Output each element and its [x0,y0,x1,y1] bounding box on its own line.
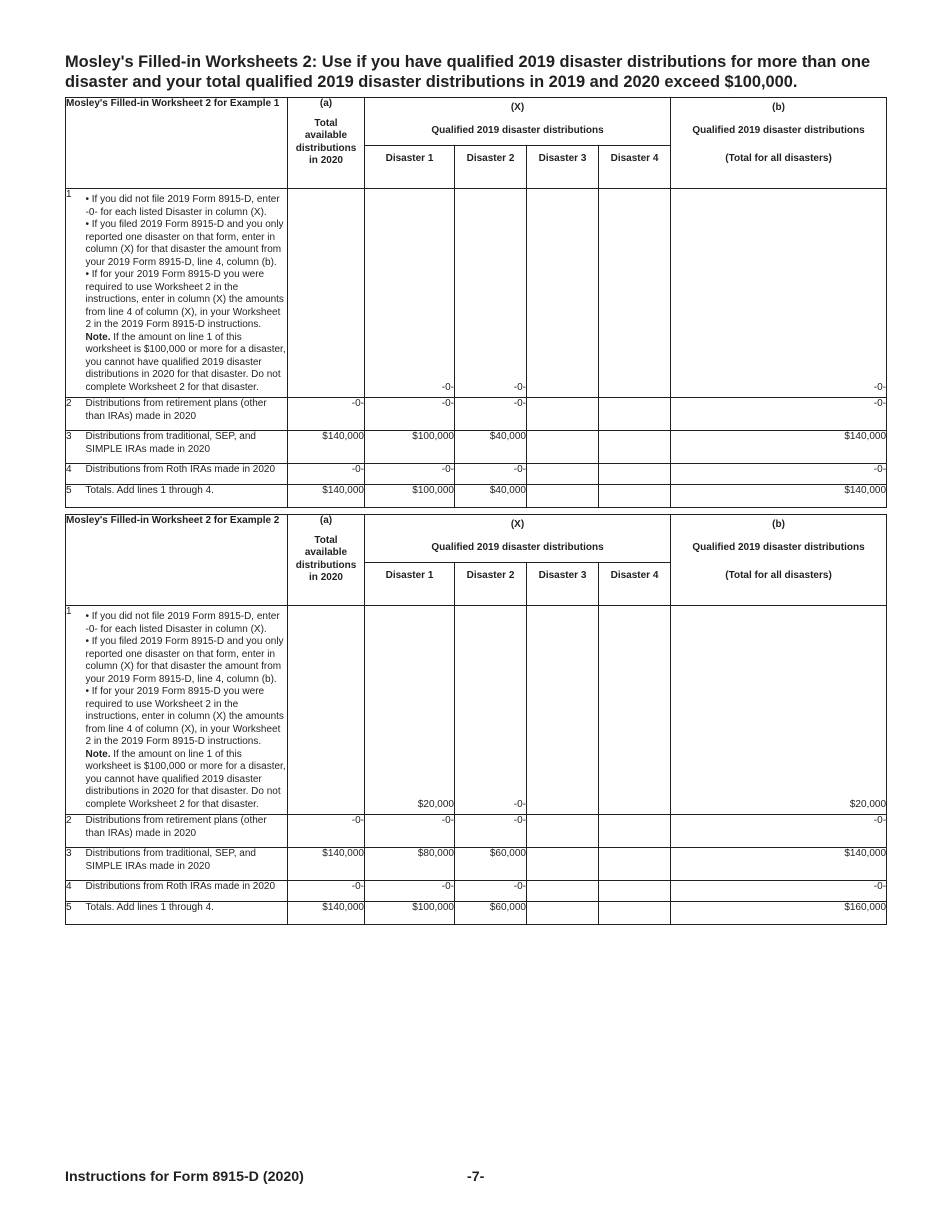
cell-total-available: -0- [288,464,365,485]
cell-total-all-disasters: -0- [671,881,887,902]
line-1-bullet: • If for your 2019 Form 8915-D you were required to use Worksheet 2 in the instructions, enter in column (X) the amounts from line 4 of column (X), in your Worksheet 2 in the 2019 Form 8915-D instructions. [85,269,284,330]
cell-disaster-3 [527,881,599,902]
cell-total-all-disasters: $140,000 [671,485,887,508]
line-number: 2 [66,398,86,431]
cell-total-all-disasters: $160,000 [671,902,887,925]
table-row [66,606,887,815]
column-b-letter: (b) [671,515,887,540]
line-label: Distributions from Roth IRAs made in 2020 [86,881,288,902]
column-a-letter: (a) [319,515,333,526]
line-1-bullet: • If you did not file 2019 Form 8915-D, enter -0- for each listed Disaster in column (X). [85,194,280,218]
cell-disaster-3 [527,431,599,464]
cell-disaster-1: -0- [365,464,455,485]
cell-total-available [288,606,365,815]
cell-disaster-4 [599,485,671,508]
cell-disaster-3 [527,815,599,848]
line-label: Distributions from retirement plans (other than IRAs) made in 2020 [86,815,288,848]
cell-total-available: $140,000 [288,848,365,881]
cell-total-available [288,189,365,398]
cell-disaster-2: -0- [455,606,527,815]
line-1-instructions [86,189,288,398]
column-a-label-line1: Total [314,117,338,129]
cell-disaster-2: $40,000 [455,431,527,464]
cell-total-available: $140,000 [288,485,365,508]
line-1-bullet: • If you filed 2019 Form 8915-D and you only reported one disaster on that form, enter in column (X) for that disaster the amount from your 2019 Form 8915-D, line 4, column (b). [85,636,284,685]
cell-total-all-disasters: -0- [671,464,887,485]
cell-disaster-2: $40,000 [455,485,527,508]
cell-total-available: $140,000 [288,902,365,925]
line-number: 2 [66,815,86,848]
cell-disaster-4 [599,398,671,431]
cell-disaster-3 [527,398,599,431]
note-label: Note. [85,748,111,760]
cell-disaster-1: -0- [365,881,455,902]
disaster-4-header: Disaster 4 [599,146,671,189]
column-a-header [288,98,365,189]
cell-disaster-2: -0- [455,815,527,848]
line-number: 1 [66,606,86,815]
column-b-title: Qualified 2019 disaster distributions [671,122,887,146]
cell-disaster-3 [527,464,599,485]
cell-disaster-2: -0- [455,881,527,902]
cell-disaster-3 [527,848,599,881]
table-row [66,464,887,485]
column-a-label-line4: in 2020 [309,155,343,166]
cell-disaster-1: -0- [365,189,455,398]
column-x-letter: (X) [365,515,671,540]
note-label: Note. [85,331,111,343]
table-row [66,902,887,925]
column-b-subtitle: (Total for all disasters) [671,563,887,606]
disaster-1-header: Disaster 1 [365,146,455,189]
note-text: If the amount on line 1 of this worksheet is $100,000 or more for a disaster, you cannot have qualified 2019 disaster distributions in 2020 for that disaster. Do not complete Worksheet 2 for that disaster. [85,331,286,393]
cell-disaster-1: $100,000 [365,902,455,925]
column-a-label-line2: available [304,130,348,141]
disaster-1-header: Disaster 1 [365,563,455,606]
worksheet-table-example-1 [65,97,887,508]
line-1-bullet: • If you did not file 2019 Form 8915-D, enter -0- for each listed Disaster in column (X). [85,611,280,635]
cell-total-all-disasters: -0- [671,189,887,398]
column-b-letter: (b) [671,98,887,123]
worksheet-name: Mosley's Filled-in Worksheet 2 for Example 1 [66,98,288,189]
disaster-3-header: Disaster 3 [527,146,599,189]
cell-total-all-disasters: -0- [671,398,887,431]
page-title: Mosley's Filled-in Worksheets 2: Use if you have qualified 2019 disaster distributions for more than one disaster and your total qualified 2019 disaster distributions in 2019 and 2020 exceed $100,000. [65,53,871,91]
cell-total-available: -0- [288,815,365,848]
cell-disaster-3 [527,902,599,925]
column-x-title: Qualified 2019 disaster distributions [365,539,671,563]
disaster-2-header: Disaster 2 [455,146,527,189]
line-label: Totals. Add lines 1 through 4. [86,902,288,925]
cell-disaster-3 [527,189,599,398]
line-1-note [86,749,288,812]
cell-disaster-1: -0- [365,398,455,431]
cell-disaster-4 [599,902,671,925]
footer-form-title: Instructions for Form 8915-D (2020) [65,1169,304,1185]
column-a-header [288,515,365,606]
cell-disaster-2: -0- [455,189,527,398]
cell-disaster-2: $60,000 [455,902,527,925]
cell-disaster-1: $100,000 [365,431,455,464]
page-number: -7- [467,1169,485,1185]
note-text: If the amount on line 1 of this worksheet is $100,000 or more for a disaster, you cannot have qualified 2019 disaster distributions in 2020 for that disaster. Do not complete Worksheet 2 for that disaster. [85,748,286,810]
cell-disaster-1: $20,000 [365,606,455,815]
cell-disaster-1: -0- [365,815,455,848]
table-row [66,431,887,464]
cell-disaster-2: $60,000 [455,848,527,881]
line-label: Distributions from traditional, SEP, and SIMPLE IRAs made in 2020 [86,848,288,881]
line-label: Distributions from Roth IRAs made in 2020 [86,464,288,485]
column-a-letter: (a) [319,98,333,109]
line-number: 3 [66,431,86,464]
table-row [66,848,887,881]
cell-disaster-1: $100,000 [365,485,455,508]
column-a-label-line3: distributions [295,142,357,154]
column-x-letter: (X) [365,98,671,123]
cell-disaster-4 [599,464,671,485]
cell-disaster-2: -0- [455,464,527,485]
line-1-instructions [86,606,288,815]
cell-total-all-disasters: $140,000 [671,848,887,881]
cell-disaster-4 [599,848,671,881]
disaster-2-header: Disaster 2 [455,563,527,606]
cell-disaster-4 [599,431,671,464]
table-row [66,189,887,398]
column-a-label-line2: available [304,547,348,558]
column-a-label-line4: in 2020 [309,572,343,583]
line-1-bullet: • If you filed 2019 Form 8915-D and you only reported one disaster on that form, enter in column (X) for that disaster the amount from your 2019 Form 8915-D, line 4, column (b). [85,219,284,268]
cell-disaster-4 [599,189,671,398]
cell-disaster-2: -0- [455,398,527,431]
worksheet-table-example-2 [65,514,887,925]
cell-disaster-1: $80,000 [365,848,455,881]
line-number: 3 [66,848,86,881]
line-number: 5 [66,485,86,508]
line-1-bullet: • If for your 2019 Form 8915-D you were required to use Worksheet 2 in the instructions, enter in column (X) the amounts from line 4 of column (X), in your Worksheet 2 in the 2019 Form 8915-D instructions. [85,686,284,747]
cell-disaster-4 [599,606,671,815]
table-row [66,398,887,431]
cell-total-available: $140,000 [288,431,365,464]
line-label: Distributions from traditional, SEP, and SIMPLE IRAs made in 2020 [86,431,288,464]
line-number: 5 [66,902,86,925]
column-a-label-line1: Total [314,534,338,546]
column-a-label-line3: distributions [295,559,357,571]
line-1-note [86,332,288,395]
cell-total-all-disasters: $20,000 [671,606,887,815]
cell-disaster-3 [527,485,599,508]
line-label: Totals. Add lines 1 through 4. [86,485,288,508]
table-row [66,485,887,508]
cell-disaster-4 [599,881,671,902]
cell-total-available: -0- [288,398,365,431]
cell-disaster-3 [527,606,599,815]
line-number: 4 [66,464,86,485]
column-x-title: Qualified 2019 disaster distributions [365,122,671,146]
table-row [66,815,887,848]
line-number: 4 [66,881,86,902]
cell-total-all-disasters: $140,000 [671,431,887,464]
column-b-title: Qualified 2019 disaster distributions [671,539,887,563]
worksheet-name: Mosley's Filled-in Worksheet 2 for Example 2 [66,515,288,606]
disaster-4-header: Disaster 4 [599,563,671,606]
disaster-3-header: Disaster 3 [527,563,599,606]
column-b-subtitle: (Total for all disasters) [671,146,887,189]
line-label: Distributions from retirement plans (other than IRAs) made in 2020 [86,398,288,431]
cell-total-available: -0- [288,881,365,902]
line-number: 1 [66,189,86,398]
cell-disaster-4 [599,815,671,848]
table-row [66,881,887,902]
cell-total-all-disasters: -0- [671,815,887,848]
